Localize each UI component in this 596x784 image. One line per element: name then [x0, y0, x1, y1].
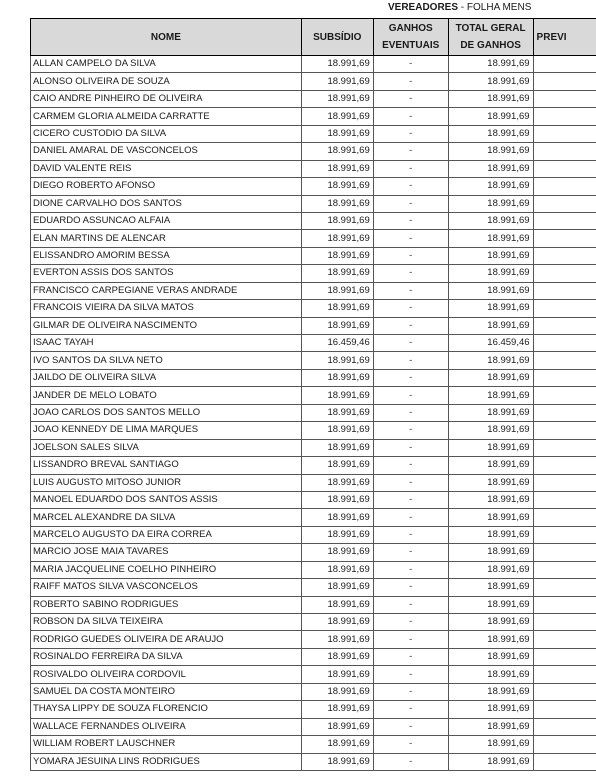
cell-total: 18.991,69: [448, 90, 533, 107]
table-row: [31, 544, 596, 561]
cell-prev: [533, 230, 596, 247]
cell-subsidy: 18.991,69: [301, 439, 373, 456]
cell-name: MARCELO AUGUSTO DA EIRA CORREA: [31, 526, 302, 543]
cell-name: JOAO CARLOS DOS SANTOS MELLO: [31, 404, 302, 421]
cell-prev: [533, 282, 596, 299]
cell-total: 16.459,46: [448, 335, 533, 352]
cell-prev: [533, 474, 596, 491]
cell-prev: [533, 631, 596, 648]
cell-prev: [533, 683, 596, 700]
cell-eventual: -: [373, 753, 448, 770]
cell-prev: [533, 701, 596, 718]
cell-eventual: -: [373, 195, 448, 212]
cell-subsidy: 18.991,69: [301, 369, 373, 386]
cell-total: 18.991,69: [448, 457, 533, 474]
table-row: [31, 247, 596, 264]
table-row: [31, 753, 596, 770]
cell-prev: [533, 387, 596, 404]
cell-eventual: -: [373, 352, 448, 369]
cell-eventual: -: [373, 247, 448, 264]
cell-subsidy: 18.991,69: [301, 718, 373, 735]
cell-eventual: -: [373, 317, 448, 334]
col-header-total: TOTAL GERAL DE GANHOS: [448, 19, 533, 56]
cell-eventual: -: [373, 387, 448, 404]
cell-eventual: -: [373, 631, 448, 648]
cell-total: 18.991,69: [448, 73, 533, 90]
cell-name: JOELSON SALES SILVA: [31, 439, 302, 456]
cell-prev: [533, 178, 596, 195]
cell-total: 18.991,69: [448, 56, 533, 73]
table-row: [31, 509, 596, 526]
cell-subsidy: 18.991,69: [301, 56, 373, 73]
cell-total: 18.991,69: [448, 439, 533, 456]
table-row: [31, 701, 596, 718]
cell-name: WALLACE FERNANDES OLIVEIRA: [31, 718, 302, 735]
cell-prev: [533, 335, 596, 352]
cell-subsidy: 18.991,69: [301, 648, 373, 665]
cell-prev: [533, 439, 596, 456]
cell-total: 18.991,69: [448, 212, 533, 229]
cell-subsidy: 18.991,69: [301, 491, 373, 508]
cell-total: 18.991,69: [448, 509, 533, 526]
table-row: [31, 596, 596, 613]
cell-name: FRANCISCO CARPEGIANE VERAS ANDRADE: [31, 282, 302, 299]
col-header-eventual: GANHOS EVENTUAIS: [373, 19, 448, 56]
cell-name: WILLIAM ROBERT LAUSCHNER: [31, 736, 302, 753]
cell-eventual: -: [373, 212, 448, 229]
cell-eventual: -: [373, 544, 448, 561]
cell-name: FRANCOIS VIEIRA DA SILVA MATOS: [31, 300, 302, 317]
cell-prev: [533, 160, 596, 177]
cell-name: MARCIO JOSE MAIA TAVARES: [31, 544, 302, 561]
cell-name: JOAO KENNEDY DE LIMA MARQUES: [31, 422, 302, 439]
cell-eventual: -: [373, 439, 448, 456]
cell-total: 18.991,69: [448, 701, 533, 718]
cell-subsidy: 18.991,69: [301, 526, 373, 543]
cell-total: 18.991,69: [448, 491, 533, 508]
cell-name: ELISSANDRO AMORIM BESSA: [31, 247, 302, 264]
cell-subsidy: 18.991,69: [301, 736, 373, 753]
cell-total: 18.991,69: [448, 143, 533, 160]
cell-subsidy: 18.991,69: [301, 666, 373, 683]
cell-total: 18.991,69: [448, 526, 533, 543]
cell-subsidy: 18.991,69: [301, 230, 373, 247]
cell-name: DANIEL AMARAL DE VASCONCELOS: [31, 143, 302, 160]
col-header-subsidy: SUBSÍDIO: [301, 19, 373, 56]
cell-subsidy: 18.991,69: [301, 195, 373, 212]
cell-prev: [533, 648, 596, 665]
cell-subsidy: 18.991,69: [301, 282, 373, 299]
table-row: [31, 666, 596, 683]
table-row: [31, 491, 596, 508]
cell-subsidy: 18.991,69: [301, 457, 373, 474]
cell-total: 18.991,69: [448, 178, 533, 195]
cell-total: 18.991,69: [448, 404, 533, 421]
cell-name: GILMAR DE OLIVEIRA NASCIMENTO: [31, 317, 302, 334]
cell-eventual: -: [373, 143, 448, 160]
table-row: [31, 387, 596, 404]
cell-eventual: -: [373, 282, 448, 299]
cell-total: 18.991,69: [448, 265, 533, 282]
table-row: [31, 265, 596, 282]
cell-prev: [533, 579, 596, 596]
cell-name: IVO SANTOS DA SILVA NETO: [31, 352, 302, 369]
table-row: [31, 143, 596, 160]
cell-name: CAIO ANDRE PINHEIRO DE OLIVEIRA: [31, 90, 302, 107]
cell-eventual: -: [373, 596, 448, 613]
cell-name: MARCEL ALEXANDRE DA SILVA: [31, 509, 302, 526]
cell-name: EDUARDO ASSUNCAO ALFAIA: [31, 212, 302, 229]
cell-subsidy: 18.991,69: [301, 143, 373, 160]
cell-prev: [533, 544, 596, 561]
table-row: [31, 631, 596, 648]
cell-total: 18.991,69: [448, 300, 533, 317]
cell-subsidy: 18.991,69: [301, 579, 373, 596]
cell-subsidy: 18.991,69: [301, 160, 373, 177]
cell-name: ROSIVALDO OLIVEIRA CORDOVIL: [31, 666, 302, 683]
cell-prev: [533, 457, 596, 474]
table-row: [31, 526, 596, 543]
cell-subsidy: 16.459,46: [301, 335, 373, 352]
cell-subsidy: 18.991,69: [301, 701, 373, 718]
cell-name: RODRIGO GUEDES OLIVEIRA DE ARAUJO: [31, 631, 302, 648]
cell-name: MANOEL EDUARDO DOS SANTOS ASSIS: [31, 491, 302, 508]
cell-total: 18.991,69: [448, 753, 533, 770]
cell-eventual: -: [373, 579, 448, 596]
cell-prev: [533, 736, 596, 753]
table-row: [31, 230, 596, 247]
table-row: [31, 439, 596, 456]
cell-prev: [533, 526, 596, 543]
cell-prev: [533, 422, 596, 439]
table-row: [31, 614, 596, 631]
table-row: [31, 125, 596, 142]
cell-eventual: -: [373, 230, 448, 247]
table-row: [31, 160, 596, 177]
cell-name: DIEGO ROBERTO AFONSO: [31, 178, 302, 195]
table-row: [31, 736, 596, 753]
table-row: [31, 404, 596, 421]
cell-eventual: -: [373, 666, 448, 683]
cell-prev: [533, 125, 596, 142]
table-body: [31, 56, 596, 771]
cell-total: 18.991,69: [448, 317, 533, 334]
cell-prev: [533, 369, 596, 386]
cell-prev: [533, 108, 596, 125]
cell-eventual: -: [373, 526, 448, 543]
cell-subsidy: 18.991,69: [301, 317, 373, 334]
sheet-title-rest: - FOLHA MENS: [458, 2, 532, 13]
cell-total: 18.991,69: [448, 125, 533, 142]
table-row: [31, 195, 596, 212]
cell-subsidy: 18.991,69: [301, 387, 373, 404]
table-row: [31, 282, 596, 299]
table-row: [31, 300, 596, 317]
table-row: [31, 317, 596, 334]
cell-total: 18.991,69: [448, 579, 533, 596]
cell-total: 18.991,69: [448, 387, 533, 404]
cell-prev: [533, 73, 596, 90]
cell-total: 18.991,69: [448, 631, 533, 648]
cell-eventual: -: [373, 160, 448, 177]
cell-eventual: -: [373, 265, 448, 282]
cell-total: 18.991,69: [448, 648, 533, 665]
cell-total: 18.991,69: [448, 369, 533, 386]
cell-eventual: -: [373, 491, 448, 508]
cell-subsidy: 18.991,69: [301, 753, 373, 770]
cell-subsidy: 18.991,69: [301, 404, 373, 421]
cell-subsidy: 18.991,69: [301, 73, 373, 90]
cell-total: 18.991,69: [448, 683, 533, 700]
cell-eventual: -: [373, 369, 448, 386]
cell-eventual: -: [373, 509, 448, 526]
cell-prev: [533, 352, 596, 369]
cell-subsidy: 18.991,69: [301, 561, 373, 578]
cell-eventual: -: [373, 125, 448, 142]
table-row: [31, 718, 596, 735]
cell-total: 18.991,69: [448, 736, 533, 753]
cell-total: 18.991,69: [448, 195, 533, 212]
cell-name: RAIFF MATOS SILVA VASCONCELOS: [31, 579, 302, 596]
header-row: [31, 19, 596, 56]
col-header-name: NOME: [31, 19, 302, 56]
sheet-title-bold: VEREADORES: [388, 2, 459, 13]
table-row: [31, 90, 596, 107]
table-row: [31, 352, 596, 369]
cell-prev: [533, 143, 596, 160]
cell-eventual: -: [373, 614, 448, 631]
cell-eventual: -: [373, 90, 448, 107]
cell-prev: [533, 509, 596, 526]
cell-total: 18.991,69: [448, 544, 533, 561]
cell-eventual: -: [373, 404, 448, 421]
cell-name: JANDER DE MELO LOBATO: [31, 387, 302, 404]
cell-prev: [533, 56, 596, 73]
cell-name: DAVID VALENTE REIS: [31, 160, 302, 177]
table-row: [31, 579, 596, 596]
cell-total: 18.991,69: [448, 282, 533, 299]
cell-subsidy: 18.991,69: [301, 300, 373, 317]
cell-subsidy: 18.991,69: [301, 212, 373, 229]
cell-subsidy: 18.991,69: [301, 509, 373, 526]
payroll-table: [30, 18, 596, 771]
cell-eventual: -: [373, 561, 448, 578]
cell-name: ROBSON DA SILVA TEIXEIRA: [31, 614, 302, 631]
cell-total: 18.991,69: [448, 666, 533, 683]
cell-eventual: -: [373, 108, 448, 125]
cell-subsidy: 18.991,69: [301, 247, 373, 264]
col-header-prev: PREVI: [533, 19, 596, 56]
cell-prev: [533, 300, 596, 317]
table-row: [31, 108, 596, 125]
cell-prev: [533, 666, 596, 683]
cell-subsidy: 18.991,69: [301, 474, 373, 491]
cell-name: ROBERTO SABINO RODRIGUES: [31, 596, 302, 613]
cell-eventual: -: [373, 683, 448, 700]
table-row: [31, 422, 596, 439]
cell-prev: [533, 195, 596, 212]
table-row: [31, 73, 596, 90]
cell-eventual: -: [373, 335, 448, 352]
cell-eventual: -: [373, 56, 448, 73]
sheet-title: [388, 2, 531, 13]
cell-subsidy: 18.991,69: [301, 108, 373, 125]
table-row: [31, 648, 596, 665]
cell-eventual: -: [373, 73, 448, 90]
cell-name: THAYSA LIPPY DE SOUZA FLORENCIO: [31, 701, 302, 718]
cell-name: ALLAN CAMPELO DA SILVA: [31, 56, 302, 73]
cell-subsidy: 18.991,69: [301, 614, 373, 631]
cell-total: 18.991,69: [448, 718, 533, 735]
cell-total: 18.991,69: [448, 596, 533, 613]
cell-subsidy: 18.991,69: [301, 544, 373, 561]
cell-total: 18.991,69: [448, 230, 533, 247]
cell-eventual: -: [373, 701, 448, 718]
cell-prev: [533, 90, 596, 107]
cell-total: 18.991,69: [448, 247, 533, 264]
cell-prev: [533, 247, 596, 264]
cell-prev: [533, 265, 596, 282]
cell-eventual: -: [373, 718, 448, 735]
cell-name: LISSANDRO BREVAL SANTIAGO: [31, 457, 302, 474]
table-row: [31, 212, 596, 229]
table-row: [31, 474, 596, 491]
cell-name: JAILDO DE OLIVEIRA SILVA: [31, 369, 302, 386]
cell-name: ISAAC TAYAH: [31, 335, 302, 352]
cell-prev: [533, 491, 596, 508]
cell-eventual: -: [373, 736, 448, 753]
cell-name: MARIA JACQUELINE COELHO PINHEIRO: [31, 561, 302, 578]
cell-name: ALONSO OLIVEIRA DE SOUZA: [31, 73, 302, 90]
table-row: [31, 683, 596, 700]
cell-subsidy: 18.991,69: [301, 265, 373, 282]
cell-eventual: -: [373, 178, 448, 195]
cell-subsidy: 18.991,69: [301, 422, 373, 439]
cell-eventual: -: [373, 474, 448, 491]
cell-eventual: -: [373, 648, 448, 665]
cell-prev: [533, 404, 596, 421]
cell-total: 18.991,69: [448, 614, 533, 631]
cell-prev: [533, 718, 596, 735]
table-row: [31, 561, 596, 578]
cell-subsidy: 18.991,69: [301, 352, 373, 369]
cell-subsidy: 18.991,69: [301, 683, 373, 700]
cell-subsidy: 18.991,69: [301, 178, 373, 195]
cell-subsidy: 18.991,69: [301, 125, 373, 142]
cell-subsidy: 18.991,69: [301, 596, 373, 613]
table-row: [31, 56, 596, 73]
cell-eventual: -: [373, 422, 448, 439]
cell-prev: [533, 317, 596, 334]
cell-total: 18.991,69: [448, 422, 533, 439]
cell-name: ELAN MARTINS DE ALENCAR: [31, 230, 302, 247]
cell-subsidy: 18.991,69: [301, 631, 373, 648]
cell-prev: [533, 753, 596, 770]
cell-subsidy: 18.991,69: [301, 90, 373, 107]
cell-name: DIONE CARVALHO DOS SANTOS: [31, 195, 302, 212]
cell-total: 18.991,69: [448, 108, 533, 125]
cell-eventual: -: [373, 300, 448, 317]
cell-name: LUIS AUGUSTO MITOSO JUNIOR: [31, 474, 302, 491]
cell-name: SAMUEL DA COSTA MONTEIRO: [31, 683, 302, 700]
cell-name: ROSINALDO FERREIRA DA SILVA: [31, 648, 302, 665]
cell-prev: [533, 614, 596, 631]
cell-name: CICERO CUSTODIO DA SILVA: [31, 125, 302, 142]
cell-prev: [533, 561, 596, 578]
table-row: [31, 335, 596, 352]
table-row: [31, 178, 596, 195]
cell-total: 18.991,69: [448, 561, 533, 578]
cell-prev: [533, 596, 596, 613]
cell-name: YOMARA JESUINA LINS RODRIGUES: [31, 753, 302, 770]
cell-name: CARMEM GLORIA ALMEIDA CARRATTE: [31, 108, 302, 125]
cell-prev: [533, 212, 596, 229]
cell-total: 18.991,69: [448, 160, 533, 177]
table-row: [31, 369, 596, 386]
table-row: [31, 457, 596, 474]
cell-name: EVERTON ASSIS DOS SANTOS: [31, 265, 302, 282]
cell-total: 18.991,69: [448, 352, 533, 369]
cell-eventual: -: [373, 457, 448, 474]
cell-total: 18.991,69: [448, 474, 533, 491]
